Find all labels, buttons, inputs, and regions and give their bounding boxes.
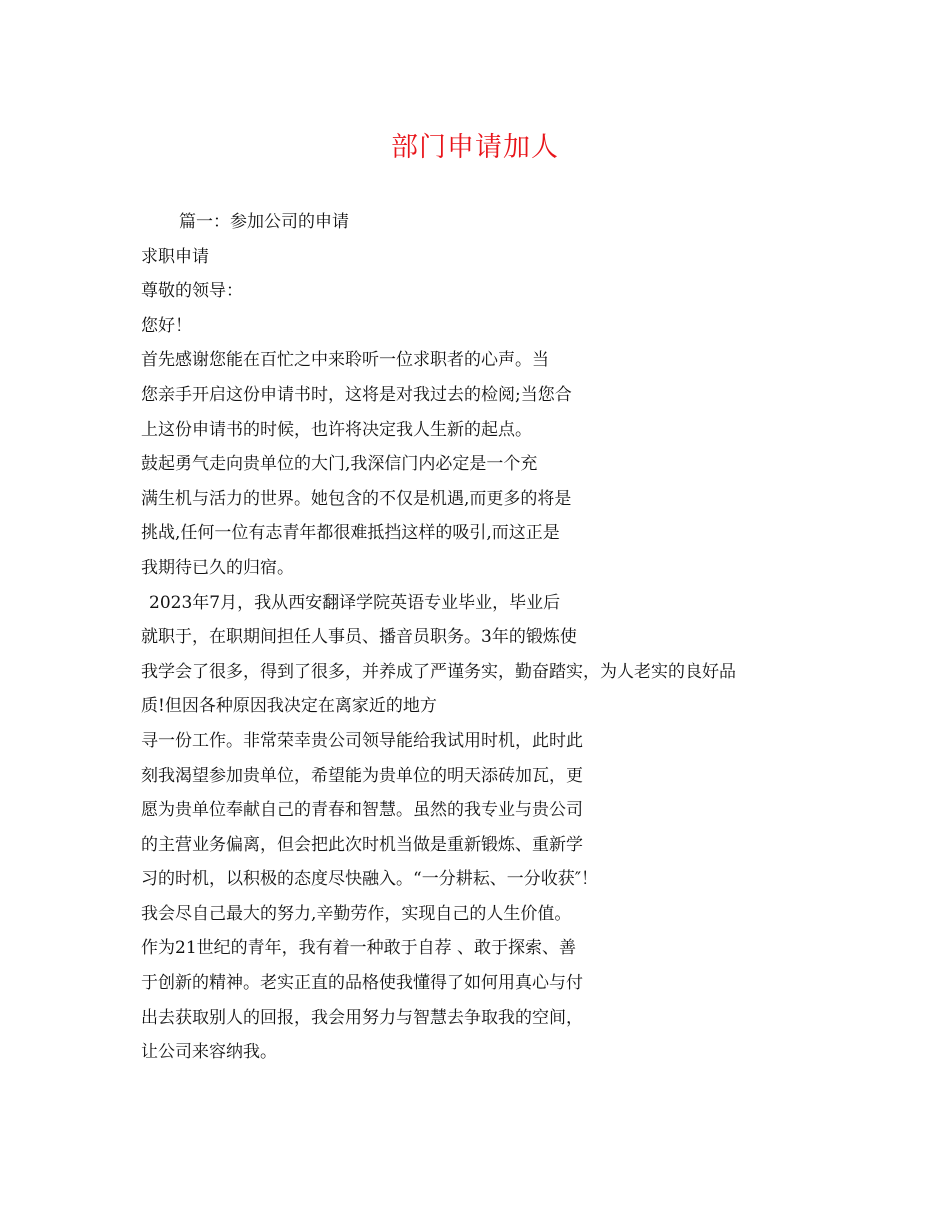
text-line: 您好！ <box>141 315 192 336</box>
text-line: 我会尽自己最大的努力,辛勤劳作，实现自己的人生价值。 <box>141 903 572 924</box>
text-line: 作为21世纪的青年，我有着一种敢于自荐 、敢于探索、善 <box>141 938 577 959</box>
text-line: 习的时机，以积极的态度尽快融入。“一分耕耘、一分收获″！ <box>141 869 599 890</box>
text-line: 于创新的精神。老实正直的品格使我懂得了如何用真心与付 <box>141 973 583 994</box>
text-line: 首先感谢您能在百忙之中来聆听一位求职者的心声。当 <box>141 350 549 371</box>
text-line: 您亲手开启这份申请书时，这将是对我过去的检阅;当您合 <box>141 384 572 405</box>
text-line: 出去获取别人的回报，我会用努力与智慧去争取我的空间， <box>141 1007 583 1028</box>
text-line: 2023年7月，我从西安翻译学院英语专业毕业，毕业后 <box>149 592 561 613</box>
document-body <box>141 205 841 1070</box>
text-line: 让公司来容纳我。 <box>141 1042 277 1063</box>
text-line: 刻我渴望参加贵单位，希望能为贵单位的明天添砖加瓦，更 <box>141 765 583 786</box>
text-line: 挑战,任何一位有志青年都很难抵挡这样的吸引,而这正是 <box>141 523 560 544</box>
text-line: 我期待已久的归宿。 <box>141 557 294 578</box>
text-line: 寻一份工作。非常荣幸贵公司领导能给我试用时机，此时此 <box>141 730 583 751</box>
text-line: 质!但因各种原因我决定在离家近的地方 <box>141 696 437 717</box>
text-line: 的主营业务偏离，但会把此次时机当做是重新锻炼、重新学 <box>141 834 583 855</box>
text-line: 求职申请 <box>141 246 209 267</box>
text-line: 就职于，在职期间担任人事员、播音员职务。3年的锻炼使 <box>141 627 577 648</box>
section-heading: 篇一：参加公司的申请 <box>179 212 349 232</box>
text-line: 愿为贵单位奉献自己的青春和智慧。虽然的我专业与贵公司 <box>141 800 583 821</box>
text-line: 满生机与活力的世界。她包含的不仅是机遇,而更多的将是 <box>141 488 572 509</box>
document-title: 部门申请加人 <box>391 132 559 163</box>
text-line: 尊敬的领导： <box>141 281 243 302</box>
text-line: 我学会了很多，得到了很多，并养成了严谨务实，勤奋踏实，为人老实的良好品 <box>141 661 736 682</box>
text-line: 鼓起勇气走向贵单位的大门,我深信门内必定是一个充 <box>141 454 538 475</box>
text-line: 上这份申请书的时候，也许将决定我人生新的起点。 <box>141 419 532 440</box>
